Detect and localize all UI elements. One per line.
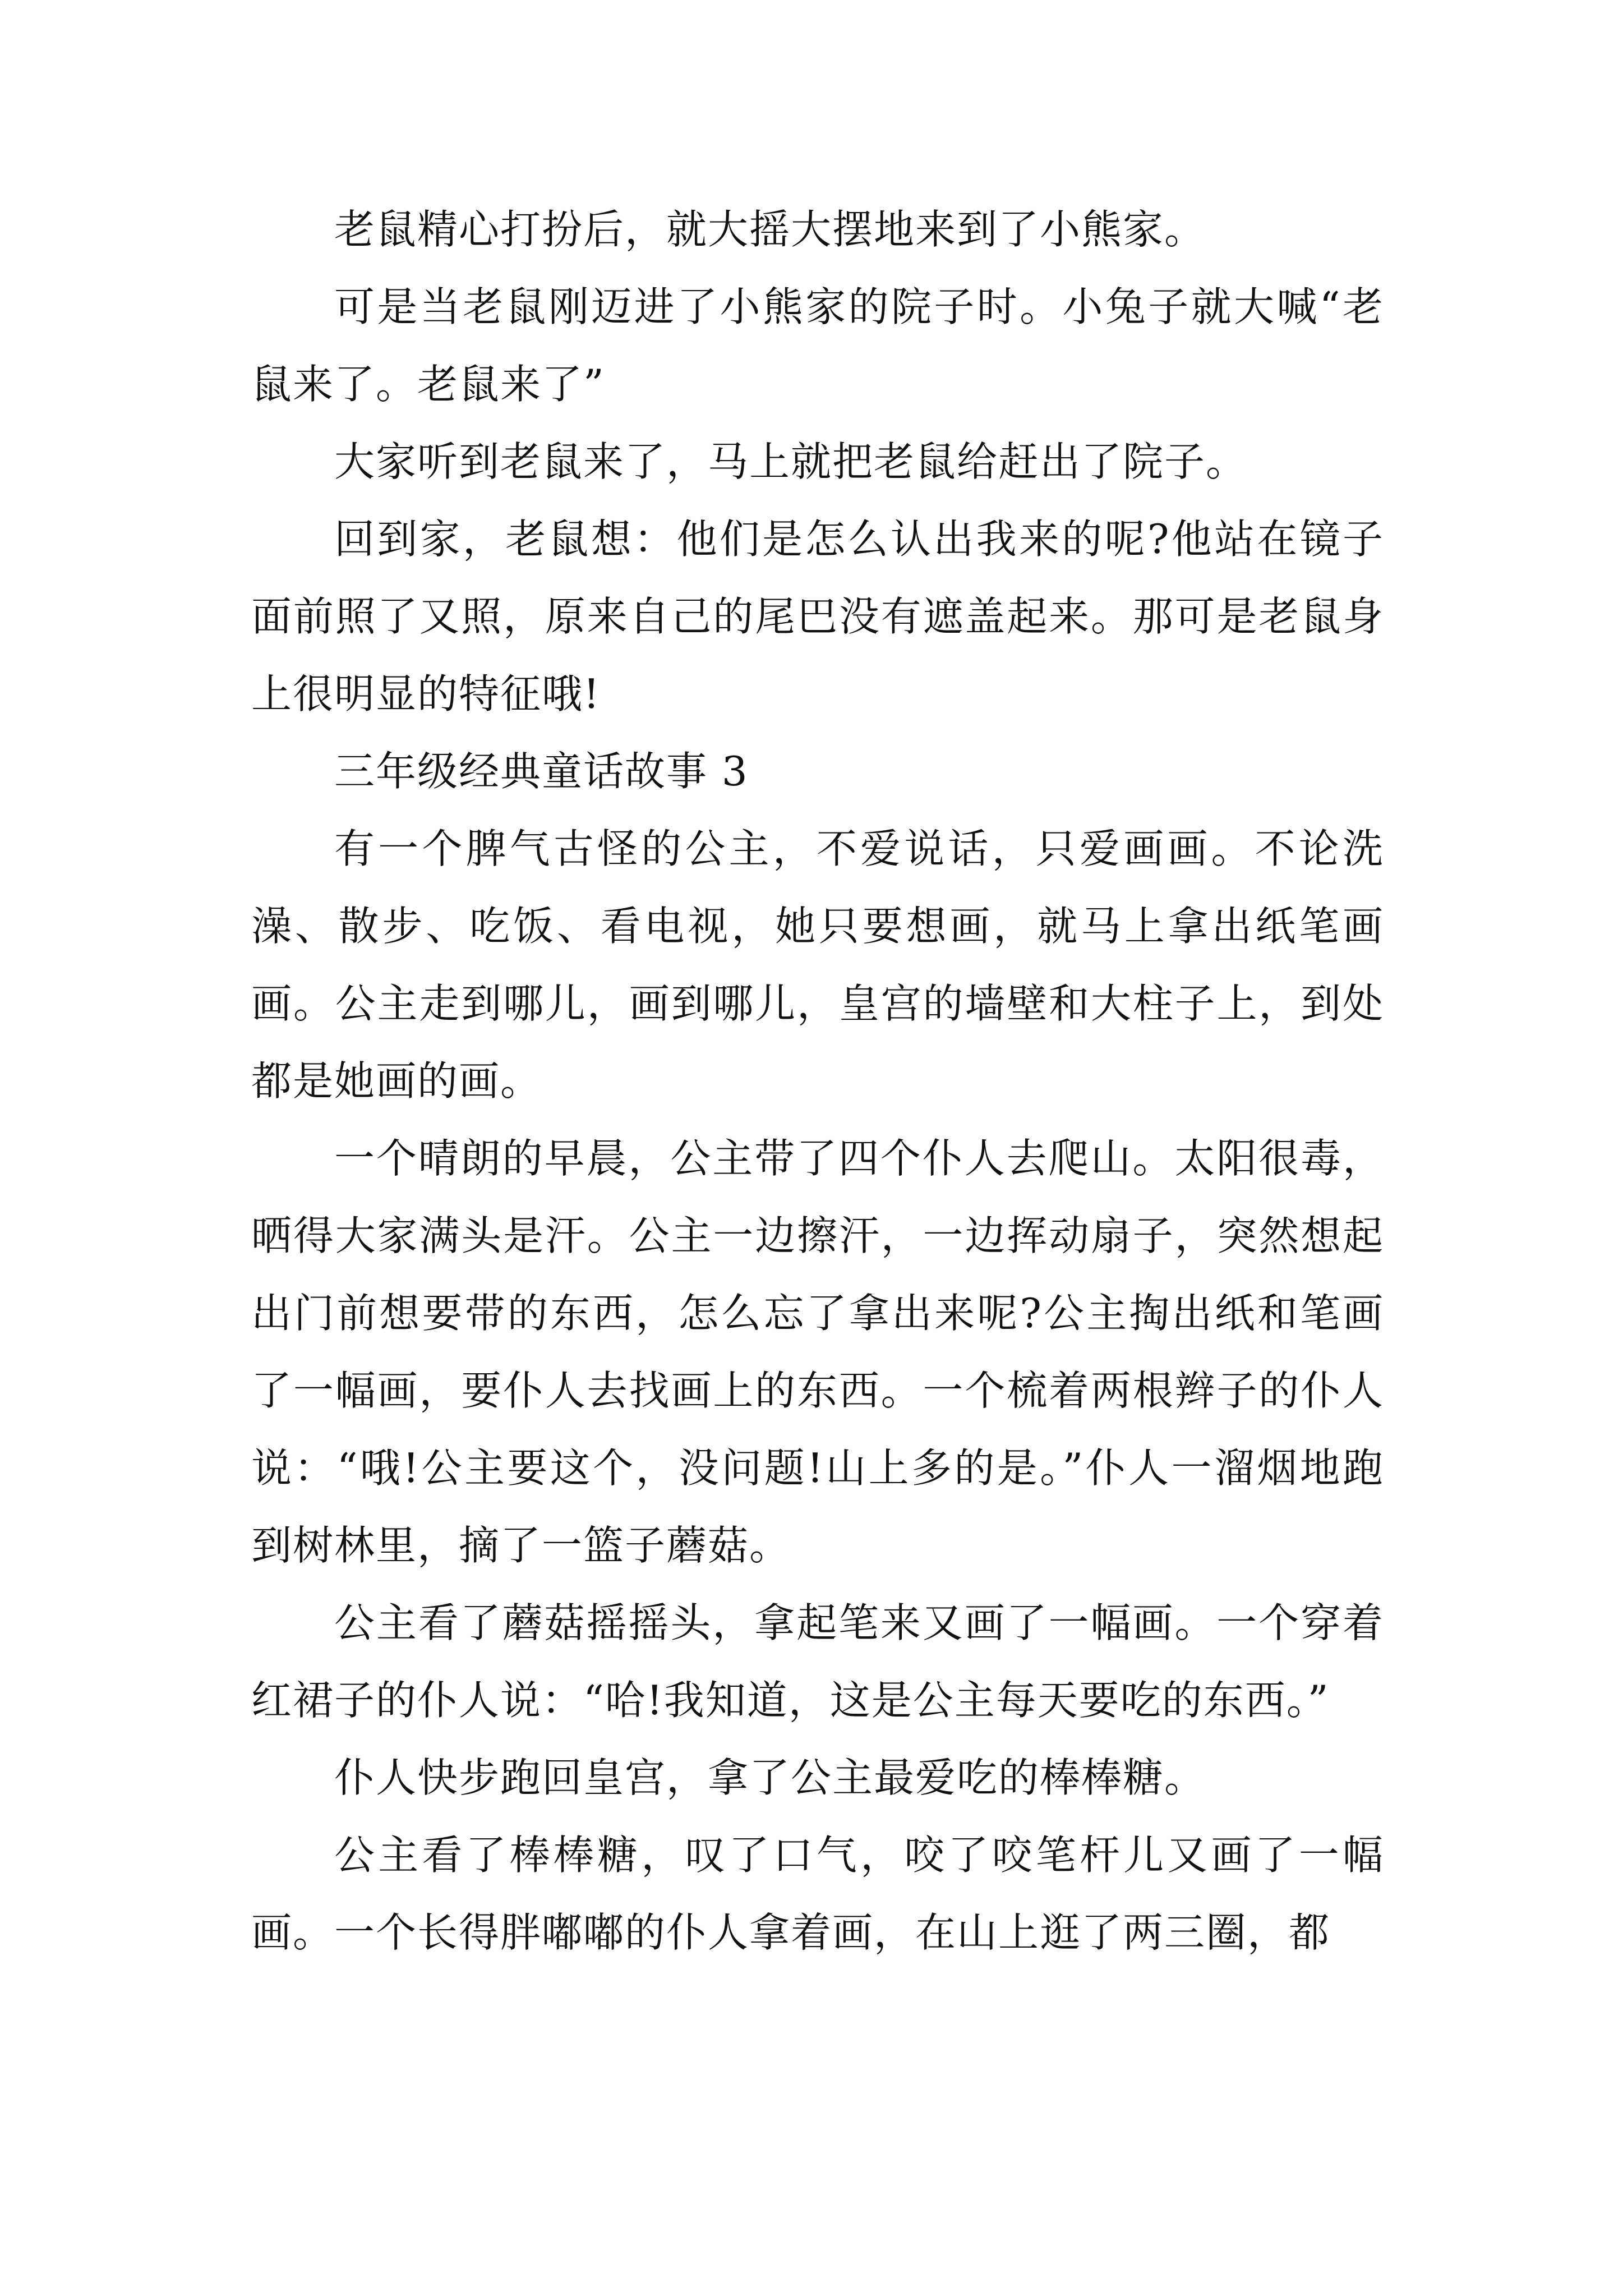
paragraph-5: 有一个脾气古怪的公主，不爱说话，只爱画画。不论洗澡、散步、吃饭、看电视，她只要想画，就马上拿出纸笔画画。公主走到哪儿，画到哪儿，皇宫的墙壁和大柱子上，到处都是她画的画。 xyxy=(251,825,1384,1105)
paragraph-8: 仆人快步跑回皇宫，拿了公主最爱吃的棒棒糖。 xyxy=(334,1754,1206,1801)
paragraph-1: 老鼠精心打扮后，就大摇大摆地来到了小熊家。 xyxy=(334,206,1206,253)
paragraph-4: 回到家，老鼠想：他们是怎么认出我来的呢?他站在镜子面前照了又照，原来自己的尾巴没有遮盖起来。那可是老鼠身上很明显的特征哦! xyxy=(251,516,1384,717)
paragraph-3: 大家听到老鼠来了，马上就把老鼠给赶出了院子。 xyxy=(334,438,1248,485)
paragraph-2: 可是当老鼠刚迈进了小熊家的院子时。小兔子就大喊“老鼠来了。老鼠来了” xyxy=(251,283,1384,408)
paragraph-7: 公主看了蘑菇摇摇头，拿起笔来又画了一幅画。一个穿着红裙子的仆人说：“哈!我知道，这是公主每天要吃的东西。” xyxy=(251,1599,1384,1724)
paragraph-9: 公主看了棒棒糖，叹了口气，咬了咬笔杆儿又画了一幅画。一个长得胖嘟嘟的仆人拿着画，在山上逛了两三圈，都 xyxy=(251,1832,1384,1956)
paragraph-6: 一个晴朗的早晨，公主带了四个仆人去爬山。太阳很毒，晒得大家满头是汗。公主一边擦汗，一边挥动扇子，突然想起出门前想要带的东西，怎么忘了拿出来呢?公主掏出纸和笔画了一幅画，要仆人去找画上的东西。一个梳着两根辫子的仆人说：“哦!公主要这个，没问题!山上多的是。”仆人一溜烟地跑到树林里，摘了一篮子蘑菇。 xyxy=(251,1135,1384,1569)
story-text xyxy=(251,191,1384,1971)
section-heading: 三年级经典童话故事 3 xyxy=(334,748,749,795)
